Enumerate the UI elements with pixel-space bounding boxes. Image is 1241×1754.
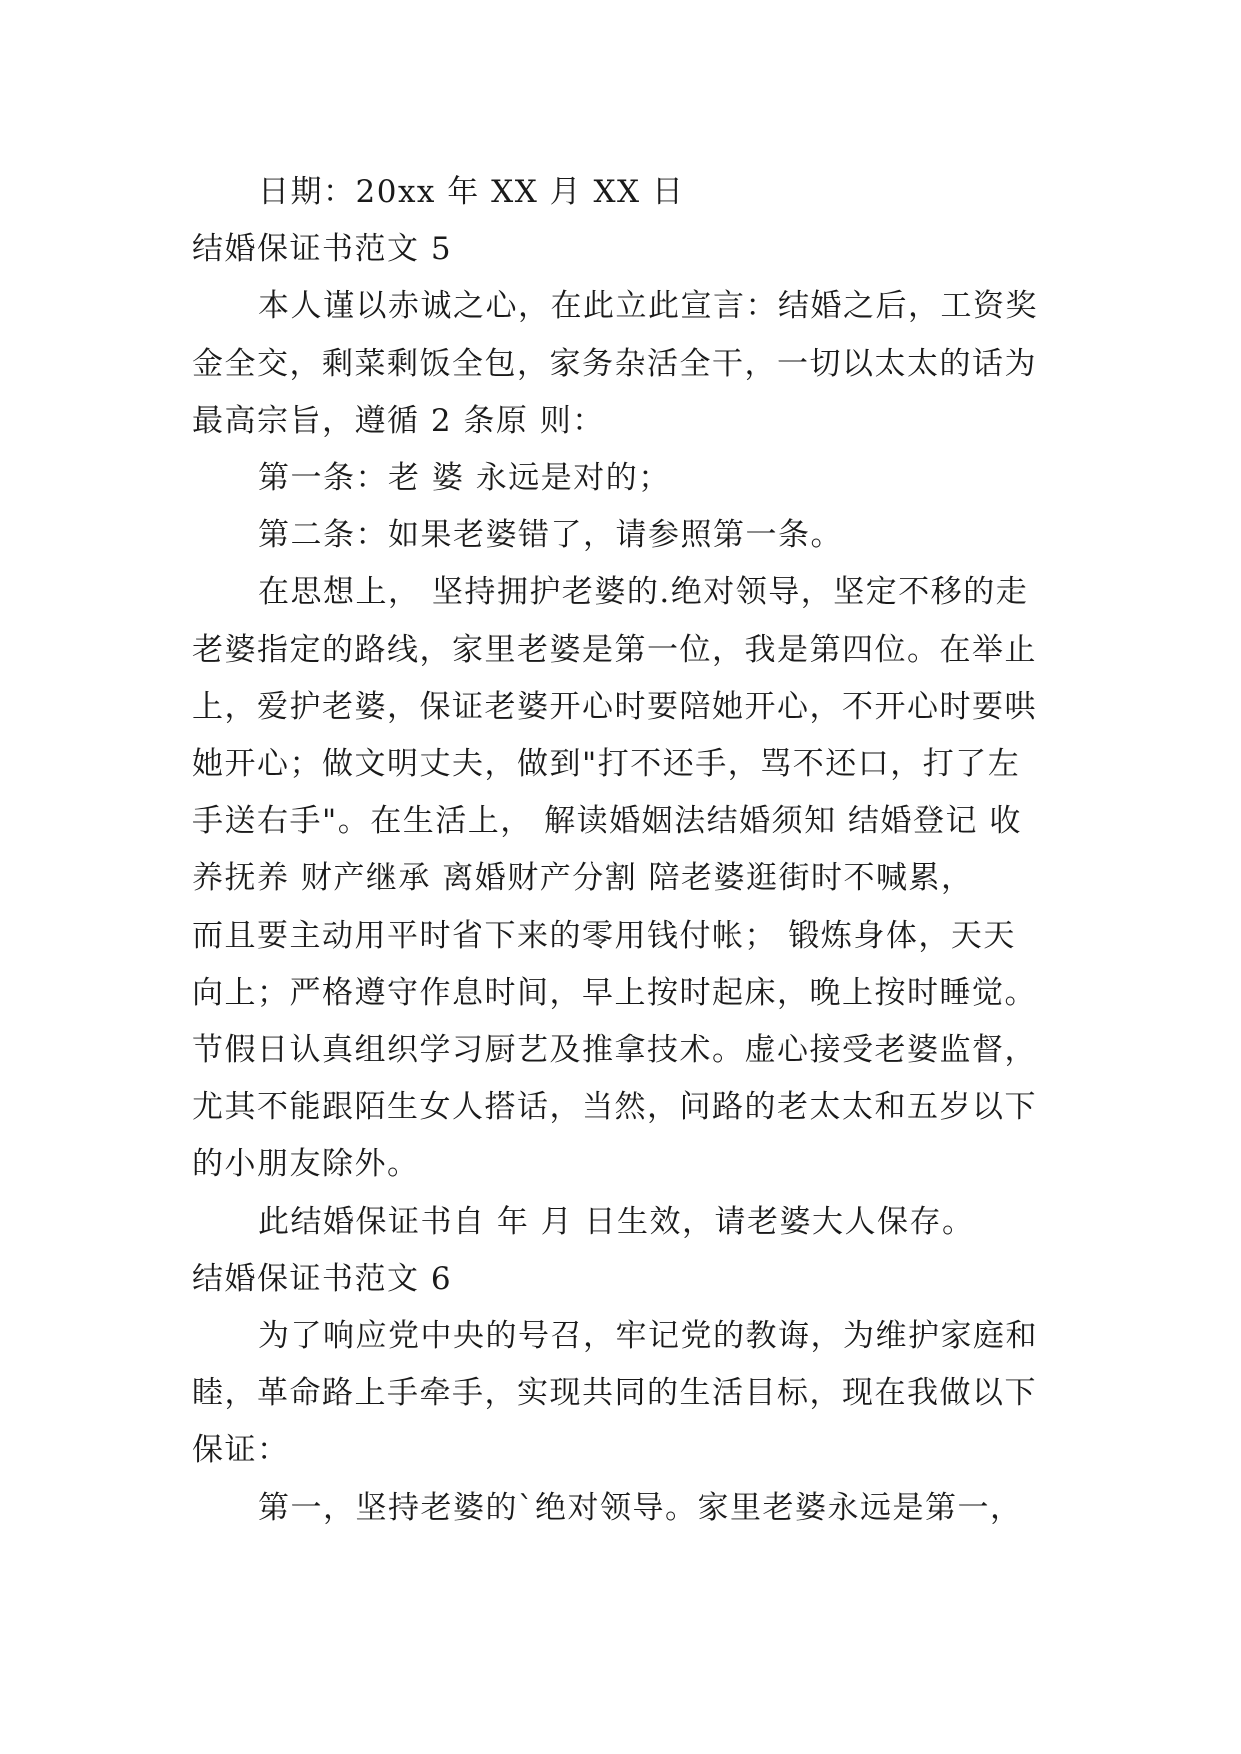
text-line: 而且要主动用平时省下来的零用钱付帐； 锻炼身体，天天 [192,918,1016,954]
text-line: 日期：20xx 年 XX 月 XX 日 [258,174,685,210]
text-line: 节假日认真组织学习厨艺及推拿技术。虚心接受老婆监督， [192,1032,1037,1068]
text-line: 在思想上， 坚持拥护老婆的.绝对领导，坚定不移的走 [258,574,1029,610]
text-line: 为了响应党中央的号召，牢记党的教诲，为维护家庭和 [258,1318,1038,1354]
text-line: 第二条：如果老婆错了，请参照第一条。 [258,517,843,553]
text-line: 向上；严格遵守作息时间，早上按时起床，晚上按时睡觉。 [192,975,1037,1011]
text-line: 养抚养 财产继承 离婚财产分割 陪老婆逛街时不喊累， [192,860,974,896]
text-line: 第一条：老 婆 永远是对的； [258,460,671,496]
text-line: 结婚保证书范文 6 [192,1261,453,1297]
text-line: 她开心；做文明丈夫，做到"打不还手，骂不还口，打了左 [192,746,1021,782]
text-line: 本人谨以赤诚之心，在此立此宣言：结婚之后，工资奖 [258,288,1038,324]
text-line: 睦，革命路上手牵手，实现共同的生活目标，现在我做以下 [192,1375,1037,1411]
text-line: 上，爱护老婆，保证老婆开心时要陪她开心，不开心时要哄 [192,689,1037,725]
text-line: 的小朋友除外。 [192,1146,420,1182]
text-line: 结婚保证书范文 5 [192,231,453,267]
text-line: 尤其不能跟陌生女人搭话，当然，问路的老太太和五岁以下 [192,1089,1037,1125]
text-line: 老婆指定的路线，家里老婆是第一位，我是第四位。在举止 [192,632,1037,668]
text-line: 第一，坚持老婆的`绝对领导。家里老婆永远是第一， [258,1490,1023,1526]
text-line: 此结婚保证书自 年 月 日生效，请老婆大人保存。 [258,1204,975,1240]
text-line: 手送右手"。在生活上， 解读婚姻法结婚须知 结婚登记 收 [192,803,1022,839]
text-line: 保证： [192,1432,290,1468]
text-line: 金全交，剩菜剩饭全包，家务杂活全干，一切以太太的话为 [192,346,1037,382]
text-line: 最高宗旨，遵循 2 条原 则： [192,403,605,439]
